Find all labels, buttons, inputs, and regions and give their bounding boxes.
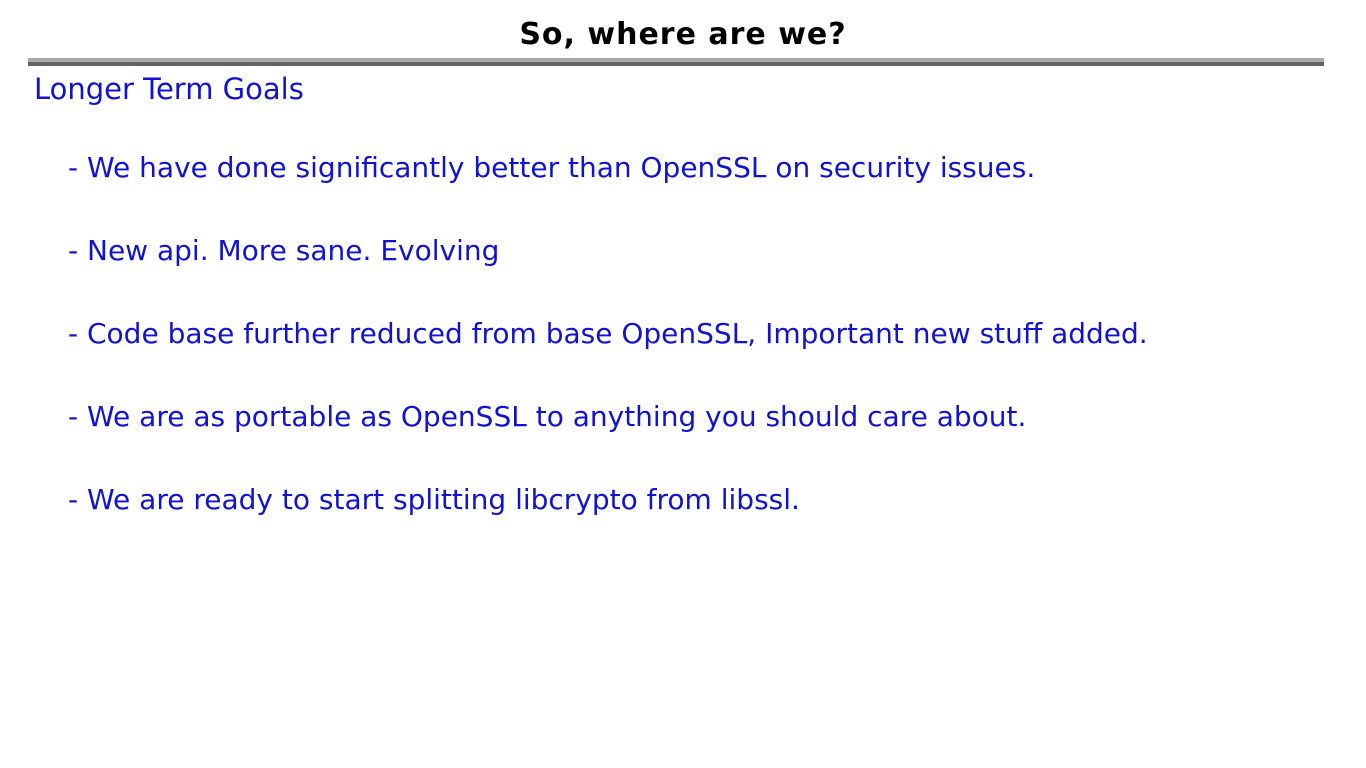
bullet-line: - We have done significantly better than OpenSSL on security issues. (68, 151, 1036, 184)
slide-title: So, where are we? (519, 17, 847, 52)
title-divider-rule (28, 58, 1324, 66)
bullet-line: - We are ready to start splitting libcrypto from libssl. (68, 483, 800, 516)
bullet-line: - New api. More sane. Evolving (68, 234, 500, 267)
bullet-line: - We are as portable as OpenSSL to anything you should care about. (68, 400, 1027, 433)
section-heading: Longer Term Goals (34, 72, 304, 106)
bullet-line: - Code base further reduced from base OpenSSL, Important new stuff added. (68, 317, 1148, 350)
